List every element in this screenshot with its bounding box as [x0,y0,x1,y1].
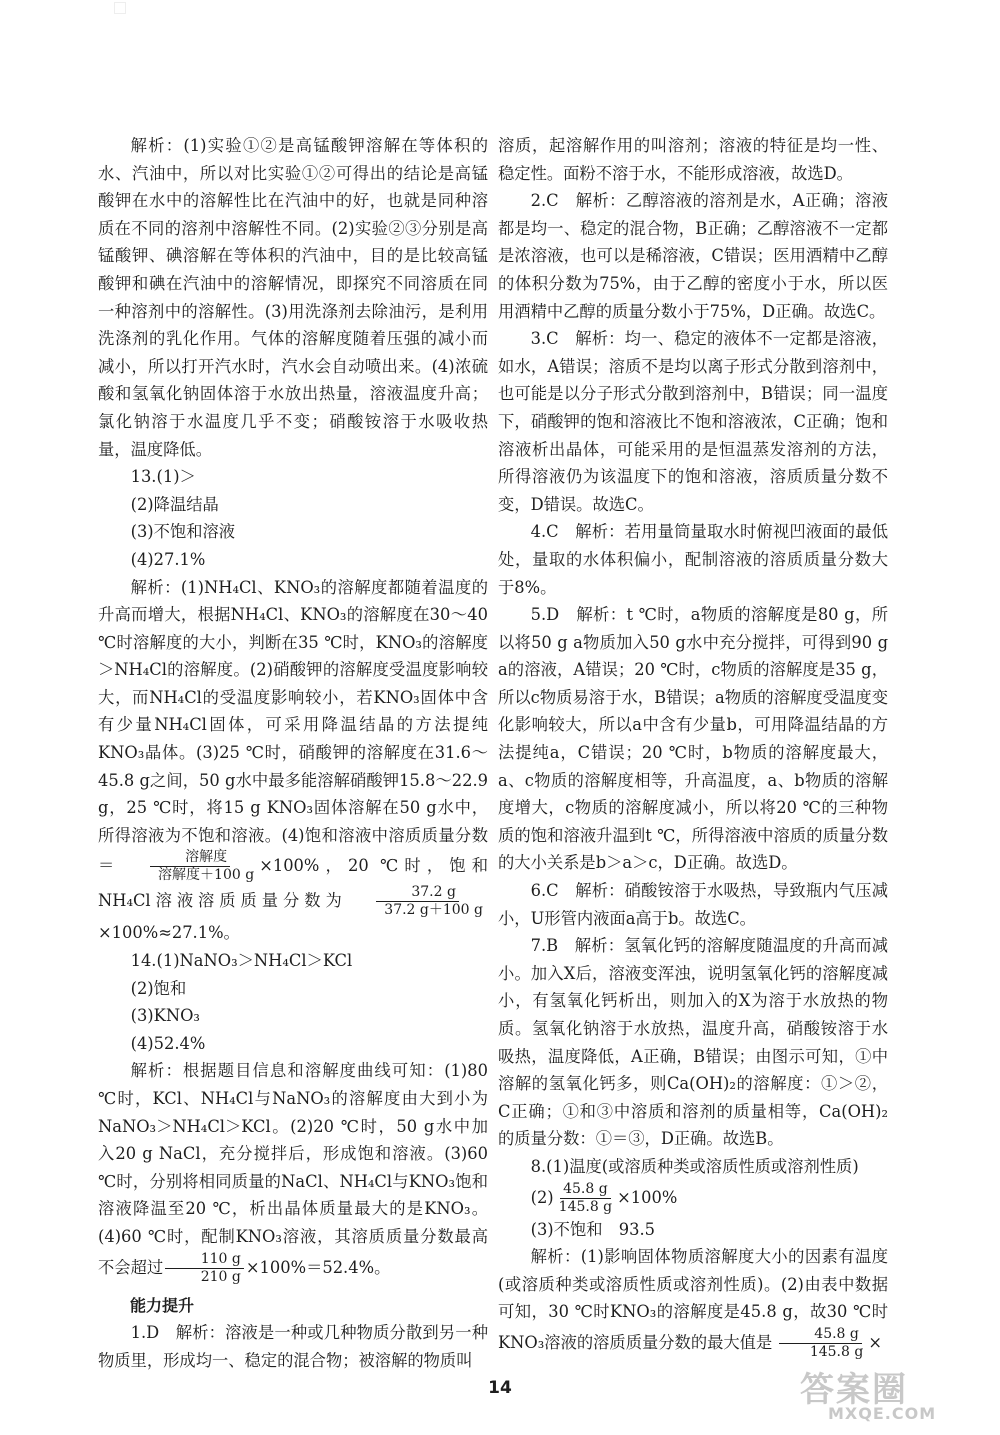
fraction-numerator: 溶解度 [150,849,231,867]
fraction-numerator: 110 g [165,1251,244,1269]
section-heading: 能力提升 [130,1295,195,1315]
fraction-denominator: 溶解度＋100 g [158,867,255,884]
q14-explanation-text: 解析：根据题目信息和溶解度曲线可知：(1)80 ℃时，KCl、NH₄Cl与NaNO₃的溶解度由大到小为NaNO₃＞NH₄Cl＞KCl。(2)20 ℃时，50 g水中加入20 g NaCl，充分搅拌后，形成饱和溶液。(3)60 ℃时，分别将相同质量的NaCl、NH₄Cl与KNO₃饱和溶液降温至20 ℃，析出晶体质量最大的是KNO₃。(4)60 ℃时，配制KNO₃溶液，其溶质质量分数最高不会超过 [98,1061,488,1277]
ability-q3: 3.C 解析：均一、稳定的液体不一定都是溶液，如水，A错误；溶质不是均以离子形式分散到溶剂中，也可能是以分子形式分散到溶剂中，B错误；同一温度下，硝酸钾的饱和溶液比不饱和溶液浓，C正确；饱和溶液析出晶体，可能采用的是恒温蒸发溶剂的方法，所得溶液仍为该温度下的饱和溶液，溶质质量分数不变，D错误。故选C。 [498,329,888,514]
q8-explanation-text-2: × [868,1332,882,1352]
q8-answer-1: 8.(1)温度(或溶质种类或溶质性质或溶剂性质) [530,1156,859,1176]
q13-fraction-2 [349,884,486,919]
q8-answer-2 [498,1181,888,1216]
q14-explanation-text-2: ×100%＝52.4%。 [245,1257,391,1277]
q13-answer-2: (2)降温结晶 [130,494,219,514]
ability-q2: 2.C 解析：乙醇溶液的溶剂是水，A正确；溶液都是均一、稳定的混合物，B正确；乙醇溶液不一定都是浓溶液，也可以是稀溶液，C错误；医用酒精中乙醇的体积分数为75%，由于乙醇的密度小于水，所以医用酒精中乙醇的质量分数小于75%，D正确。故选C。 [498,191,888,321]
q8-explanation-text: 解析：(1)影响固体物质溶解度大小的因素有温度(或溶质种类或溶质性质或溶剂性质)。(2)由表中数据可知，30 ℃时KNO₃的溶解度是45.8 g，故30 ℃时KNO₃溶液的溶质质量分数的最大值是 [498,1247,888,1352]
q8-explanation-fraction [774,1326,866,1361]
q14-answer-2: (2)饱和 [130,978,187,998]
q14-answer-1: 14.(1)NaNO₃＞NH₄Cl＞KCl [130,951,353,971]
fraction-numerator: 37.2 g [376,884,459,902]
fraction-denominator: 145.8 g [809,1343,864,1360]
q13-explanation-text: 解析：(1)NH₄Cl、KNO₃的溶解度都随着温度的升高而增大，根据NH₄Cl、KNO₃的溶解度在30～40 ℃时溶解度的大小，判断在35 ℃时，KNO₃的溶解度＞NH₄Cl的溶解度。(2)硝酸钾的溶解度受温度影响较大，而NH₄Cl的受温度影响较小，若KNO₃固体中含有少量NH₄Cl固体，可采用降温结晶的方法提纯KNO₃晶体。(3)25 ℃时，硝酸钾的溶解度在31.6～45.8 g之间，50 g水中最多能溶解硝酸钾15.8～22.9 g，25 ℃时，将15 g KNO₃固体溶解在50 g水中，所得溶液为不饱和溶液。(4)饱和溶液中溶质质量分数＝ [98,577,488,876]
corner-mark [114,2,126,14]
q8-answer-2-prefix: (2) [530,1187,554,1207]
page-number: 14 [488,1378,512,1398]
q13-explanation-text-3: ×100%≈27.1%。 [98,923,240,943]
watermark [800,1362,982,1426]
q13-explanation [98,574,488,948]
q13-answer-4: (4)27.1% [130,549,206,569]
fraction-denominator: 210 g [200,1268,241,1285]
left-column [98,132,488,1374]
q14-answer-3: (3)KNO₃ [130,1006,200,1026]
ability-q5: 5.D 解析：t ℃时，a物质的溶解度是80 g，所以将50 g a物质加入50 g水中充分搅拌，可得到90 g a的溶液，A错误；20 ℃时，c物质的溶解度是35 g，所以c物质易溶于水，B错误；a物质的溶解度受温度变化影响较大，所以a中含有少量b，可用降温结晶的方法提纯a，C错误；20 ℃时，b物质的溶解度最大，a、c物质的溶解度相等，升高温度，a、b物质的溶解度增大，c物质的溶解度减小，所以将20 ℃的三种物质的饱和溶液升温到t ℃，所得溶液中溶质的质量分数的大小关系是b＞a＞c，D正确。故选D。 [498,605,888,873]
ability-q4: 4.C 解析：若用量筒量取水时俯视凹液面的最低处，量取的水体积偏小，配制溶液的溶质质量分数大于8%。 [498,522,888,597]
fraction-denominator: 145.8 g [558,1198,613,1215]
q14-answer-4: (4)52.4% [130,1033,206,1053]
ability-q6: 6.C 解析：硝酸铵溶于水吸热，导致瓶内气压减小，U形管内液面a高于b。故选C。 [498,881,888,928]
right-column [498,132,888,1361]
q8-fraction [556,1181,616,1216]
q8-answer-2-suffix: ×100% [617,1187,678,1207]
q13-answer-3: (3)不饱和溶液 [130,522,236,542]
ability-q7: 7.B 解析：氢氧化钙的溶解度随温度的升高而减小。加入X后，溶液变浑浊，说明氢氧化钙的溶解度减小，有氢氧化钙析出，则加入的X为溶于水放热的物质。氢氧化钠溶于水放热，温度升高，硝酸铵溶于水吸热，温度降低，A正确，B错误；由图示可知，①中溶解的氢氧化钙多，则Ca(OH)₂的溶解度：①＞②，C正确；①和③中溶质和溶剂的质量相等，Ca(OH)₂的质量分数：①＝③，D正确。故选B。 [498,936,888,1149]
fraction-numerator: 45.8 g [560,1181,611,1199]
q8-answer-3: (3)不饱和 93.5 [530,1219,656,1239]
q14-fraction [165,1251,244,1286]
fraction-denominator: 37.2 g＋100 g [384,902,483,919]
q13-explanation-text-2: ×100%，20 ℃时，饱和NH₄Cl溶液溶质质量分数为 [98,856,488,911]
q12-explanation: 解析：(1)实验①②是高锰酸钾溶解在等体积的水、汽油中，所以对比实验①②可得出的结论是高锰酸钾在水中的溶解性比在汽油中的好，也就是同种溶质在不同的溶剂中溶解性不同。(2)实验②③分别是高锰酸钾、碘溶解在等体积的汽油中，目的是比较高锰酸钾和碘在汽油中的溶解情况，即探究不同溶质在同一种溶剂中的溶解性。(3)用洗涤剂去除油污，是利用洗涤剂的乳化作用。气体的溶解度随着压强的减小而减小，所以打开汽水时，汽水会自动喷出来。(4)浓硫酸和氢氧化钠固体溶于水放出热量，溶液温度升高；氯化钠溶于水温度几乎不变；硝酸铵溶于水吸收热量，温度降低。 [98,136,488,459]
q13-fraction-1 [122,849,257,884]
ability-q1-continued: 溶质，起溶解作用的叫溶剂；溶液的特征是均一性、稳定性。面粉不溶于水，不能形成溶液，故选D。 [498,136,888,183]
q8-explanation [498,1243,888,1361]
watermark-logo: 答案圈 [800,1370,908,1410]
ability-q1: 1.D 解析：溶液是一种或几种物质分散到另一种物质里，形成均一、稳定的混合物；被溶解的物质叫 [98,1323,488,1370]
fraction-numerator: 45.8 g [779,1326,862,1344]
watermark-url: MXQE.COM [828,1404,937,1423]
q14-explanation [98,1057,488,1285]
q13-answer-1: 13.(1)＞ [130,467,196,487]
